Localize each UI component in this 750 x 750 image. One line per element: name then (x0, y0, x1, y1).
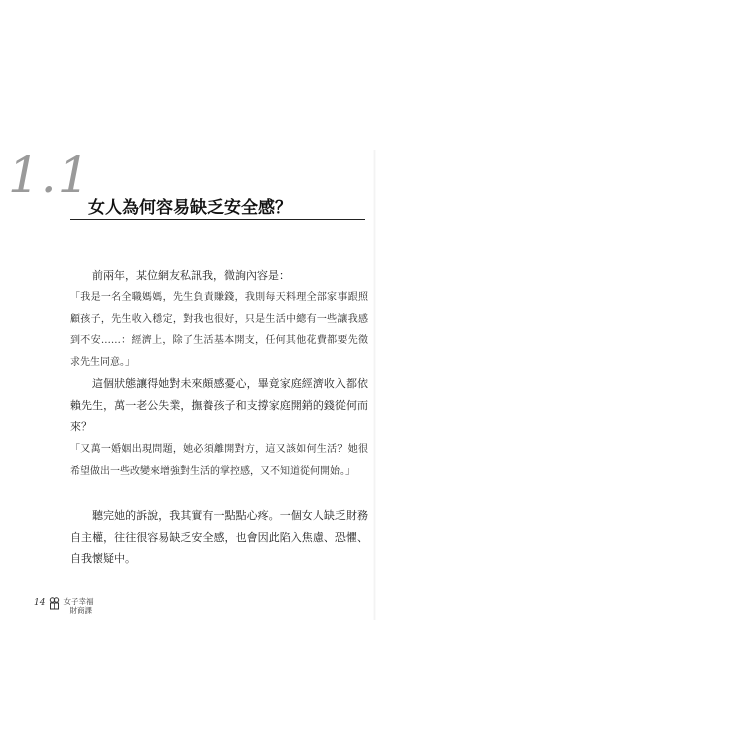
series-title-line1: 女子幸福 (63, 597, 94, 606)
quote-paragraph: 「我是一名全職媽媽，先生負責賺錢，我則每天料理全部家事跟照顧孩子，先生收入穩定，對我也很好，只是生活中總有一些讓我感到不安……：經濟上，除了生活基本開支，任何其他花費都要先徵求先生同意。」 (70, 292, 368, 368)
quote-paragraph: 「又萬一婚姻出現問題，她必須離開對方，這又該如何生活？她很希望做出一些改變來增強對生活的掌控感，又不知道從何開始。」 (70, 444, 368, 477)
paragraph: 前兩年，某位網友私訊我，微詢內容是： (92, 269, 290, 282)
left-folio (34, 597, 93, 615)
right-page (375, 0, 750, 750)
chapter-number: 1.1 (8, 146, 91, 204)
section-title: 女人為何容易缺乏安全感？ (88, 198, 292, 218)
page-number: 14 (34, 598, 46, 608)
title-underline (70, 219, 365, 220)
left-body-text (70, 265, 368, 571)
series-logo-icon (49, 597, 60, 610)
paragraph: 這個狀態讓得她對未來頗感憂心，畢竟家庭經濟收入都依賴先生，萬一老公失業，撫養孩子和支撐家庭開銷的錢從何而來？ (70, 377, 368, 434)
paragraph: 聽完她的訴說，我其實有一點點心疼。一個女人缺乏財務自主權，往往很容易缺乏安全感，也會因此陷入焦慮、恐懼、自我懷疑中。 (70, 509, 368, 566)
series-title-line2: 財商課 (69, 606, 92, 615)
series-title (63, 597, 93, 615)
